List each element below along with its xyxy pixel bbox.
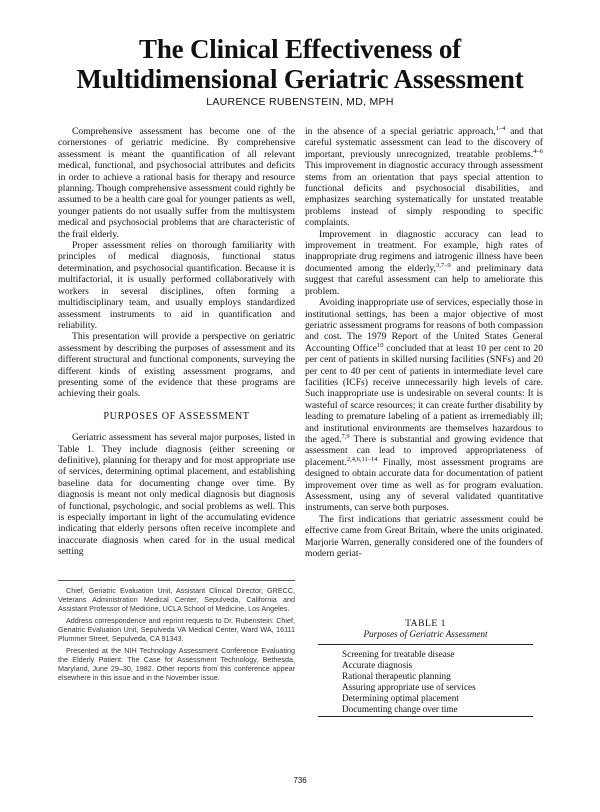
- left-column: [58, 126, 295, 558]
- title-line-2: Multidimensional Geriatric Assessment: [76, 64, 524, 94]
- citation-sup: 2,4,6,11–14: [346, 455, 378, 463]
- citation-sup: 7,9: [341, 432, 350, 440]
- table-subtitle: Purposes of Geriatric Assessment: [318, 629, 533, 645]
- intro-paragraph-2: Proper assessment relies on thorough familiarity with principles of medical diagnosis, functional status determination, and psychosocial quantification. Because it is multifactorial, it is usually performed collaboratively with workers in several disciplines, often forming a multidisciplinary team, and usually employs standardized assessment instruments to aid in quantification and reliability.: [58, 240, 295, 331]
- table-row: Assuring appropriate use of services: [342, 682, 476, 692]
- footnotes: [58, 580, 295, 685]
- text-run: and preliminary data suggest that careful assessment can help to ameliorate this problem.: [305, 262, 544, 297]
- table-row: Screening for treatable disease: [342, 649, 455, 659]
- continued-paragraph: [305, 126, 543, 229]
- services-paragraph: [305, 297, 543, 514]
- footnote-conference: Presented at the NIH Technology Assessment Conference Evaluating the Elderly Patient: The Case for Assessment Technology, Bethesda, Maryland, June 29–30, 1982. Other reports from this conference appear elsewhere in this issue and in the November issue.: [58, 646, 295, 682]
- table-rows: [318, 649, 533, 715]
- citation-sup: 1–4: [495, 124, 506, 132]
- title-line-1: The Clinical Effectiveness of: [139, 34, 461, 64]
- page-number: 736: [293, 776, 307, 785]
- table-bottom-rule: [318, 716, 533, 717]
- purposes-paragraph-1: Geriatric assessment has several major purposes, listed in Table 1. They include diagnosis (either screening or definitive), planning for therapy and for most appropriate use of services, determining optimal placement, and establishing baseline data for documenting change over time. By diagnosis is meant not only medical diagnosis but diagnosis of functional, psychologic, and social problems as well. This is especially important in light of the accumulating evidence indicating that elderly persons often receive incomplete and inaccurate diagnosis when cared for in the usual medical setting: [58, 432, 295, 558]
- text-run: Improvement in diagnostic accuracy can lead to improvement in treatment. For example, high rates of inappropriate drug regimens and iatrogenic illness have been documented among the elderly,: [305, 228, 543, 274]
- author-byline: LAURENCE RUBENSTEIN, MD, MPH: [206, 96, 394, 108]
- table-row: Rational therapeutic planning: [342, 671, 451, 681]
- text-run: Finally, most assessment programs are designed to obtain accurate data for documentation of patient improvement over time as well as for program evaluation. Assessment, using any of several validated quantitative instruments, can serve both purposes.: [305, 456, 543, 514]
- table-row: Determining optimal placement: [342, 693, 459, 703]
- footnote-affiliation: Chief, Geriatric Evaluation Unit, Assistant Clinical Director, GRECC, Veterans Administration Medical Center, Sepulveda, California and Assistant Professor of Medicine, UCLA School of Medicine, Los Angeles.: [58, 586, 295, 613]
- table-row: Documenting change over time: [342, 704, 458, 714]
- article-title: [0, 34, 600, 94]
- history-paragraph: The first indications that geriatric assessment could be effective came from Great Britain, where the units originated. Marjorie Warren, generally considered one of the founders of modern geriat-: [305, 513, 543, 560]
- citation-sup: 10: [377, 341, 384, 349]
- text-run: and that careful systematic assessment can lead to the discovery of important, previously unrecognized, treatable problems.: [305, 126, 543, 160]
- table-1: [318, 618, 533, 717]
- text-run: Avoiding inappropriate use of services, especially those in institutional settings, has been a major objective of most geriatric assessment programs for reasons of both compassion and cost. The 1979 Report of the United States General Accounting Office: [305, 297, 543, 354]
- section-heading-purposes: PURPOSES OF ASSESSMENT: [103, 410, 250, 422]
- intro-paragraph-1: Comprehensive assessment has become one of the cornerstones of geriatric medicine. By comprehensive assessment is meant the quantification of all relevant medical, functional, and psychosocial attributes and deficits in order to achieve a rational basis for therapy and resource planning. Though comprehensive assessment could rightly be assumed to be a health care goal for younger patients as well, younger patients do not usually suffer from the multisystem medical and psychosocial problems that are characteristic of the frail elderly.: [58, 126, 295, 240]
- text-run: in the absence of a special geriatric approach,: [305, 126, 496, 137]
- citation-sup: 4–6: [533, 147, 543, 155]
- footnote-correspondence: Address correspondence and reprint requests to Dr. Rubenstein: Chief, Geriatric Evaluation Unit, Sepulveda VA Medical Center, Ward WA, 16111 Plummer Street, Sepulveda, CA 91343.: [58, 616, 295, 643]
- table-row: Accurate diagnosis: [342, 660, 413, 670]
- text-run: This improvement in diagnostic accuracy through assessment stems from an orientation that pays special attention to functional deficits and psychosocial disabilities, and emphasizes searching systematically for unstated treatable problems instead of simply responding to specific complaints.: [305, 160, 543, 229]
- intro-paragraph-3: This presentation will provide a perspective on geriatric assessment by describing the purposes of assessment and its different structural and functional components, surveying the different kinds of existing assessment programs, and presenting some of the evidence that these programs are achieving their goals.: [58, 331, 295, 400]
- citation-sup: 3,7–9: [435, 261, 451, 269]
- table-label: TABLE 1: [405, 618, 446, 629]
- right-column: [305, 126, 543, 559]
- treatment-paragraph: [305, 229, 543, 297]
- text-run: concluded that at least 10 per cent to 20 per cent of patients in skilled nursing facilities (SNFs) and 20 per cent to 40 per cent of patients in intermediate level care facilities (ICFs) receive unnecessarily high levels of care. Such inappropriate use is undesirable on several counts: It is wasteful of scarce resources; it can create further disability by leading to premature labeling of a patient as irremediably ill; and institutional environments are themselves hazardous to the aged.: [305, 342, 543, 445]
- text-run: There is substantial and growing evidence that assessment can lead to improved appropriateness of placement.: [305, 433, 543, 468]
